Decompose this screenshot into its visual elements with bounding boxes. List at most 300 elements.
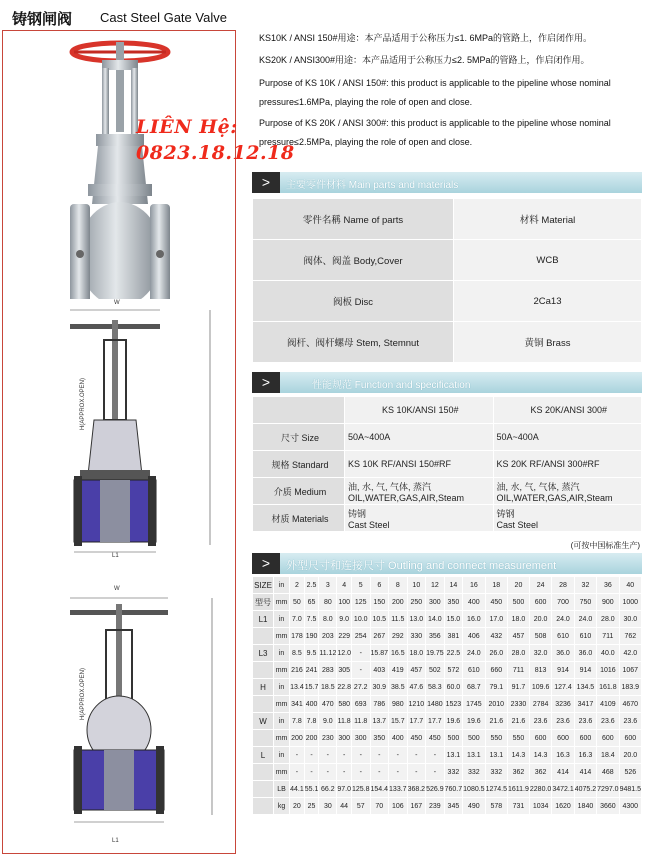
dim-value-cell: -: [370, 747, 389, 764]
dim-unit-cell: mm: [274, 594, 290, 611]
dim-value-cell: 106: [389, 798, 408, 815]
dim-value-cell: 610: [574, 628, 596, 645]
dim-value-cell: 55.1: [304, 781, 319, 798]
dim-value-cell: 900: [597, 594, 619, 611]
dim-value-cell: 1067: [619, 662, 641, 679]
dim-value-cell: 1016: [597, 662, 619, 679]
dim-unit-cell: in: [274, 713, 290, 730]
dim-value-cell: -: [426, 747, 445, 764]
dim-value-cell: 80: [319, 594, 337, 611]
dim-value-cell: 332: [444, 764, 463, 781]
dim-value-cell: 58.3: [426, 679, 445, 696]
dim-value-cell: 450: [426, 730, 445, 747]
table-row: [253, 679, 642, 696]
dim-value-cell: 8.5: [290, 645, 305, 662]
dim-value-cell: 15.87: [370, 645, 389, 662]
section-arrow-icon: >: [252, 372, 280, 393]
dim-value-cell: 241: [304, 662, 319, 679]
dim-value-cell: 490: [463, 798, 485, 815]
dim-value-cell: 419: [389, 662, 408, 679]
table-header-cell: KS 10K/ANSI 150#: [345, 397, 494, 424]
dim-value-cell: 526.9: [426, 781, 445, 798]
dim-value-cell: 40.0: [597, 645, 619, 662]
dim-value-cell: 345: [444, 798, 463, 815]
dim-value-cell: 20: [508, 577, 530, 594]
dim-value-cell: 15.0: [444, 611, 463, 628]
dim-value-cell: 20.0: [619, 747, 641, 764]
dim-value-cell: 26.0: [485, 645, 507, 662]
dim-value-cell: 1745: [463, 696, 485, 713]
l1-dimension-label-2: L1: [112, 838, 119, 844]
dim-group-cell: [253, 696, 274, 713]
dim-value-cell: 600: [619, 730, 641, 747]
dim-value-cell: -: [319, 764, 337, 781]
dim-unit-cell: in: [274, 679, 290, 696]
dim-value-cell: 30.0: [619, 611, 641, 628]
dim-value-cell: 7.8: [290, 713, 305, 730]
purpose-en-20k-1: Purpose of KS 20K / ANSI 300#: this product is applicable to the pipeline whose nominal: [259, 118, 611, 128]
table-header-cell: KS 20K/ANSI 300#: [493, 397, 642, 424]
dim-value-cell: 16.0: [463, 611, 485, 628]
dim-value-cell: 1034: [529, 798, 551, 815]
dim-value-cell: -: [370, 764, 389, 781]
dim-value-cell: 20.0: [529, 611, 551, 628]
dim-value-cell: 283: [319, 662, 337, 679]
dim-value-cell: 500: [444, 730, 463, 747]
table-cell: 铸钢 Cast Steel: [345, 505, 494, 532]
dim-value-cell: 7.0: [290, 611, 305, 628]
dim-value-cell: 66.2: [319, 781, 337, 798]
dim-value-cell: 3236: [552, 696, 574, 713]
table-row: [253, 611, 642, 628]
dim-value-cell: 4670: [619, 696, 641, 713]
dim-value-cell: 32.0: [529, 645, 551, 662]
spec-section-title: 性能规范 Function and specification: [312, 380, 471, 391]
dim-value-cell: 2280.0: [529, 781, 551, 798]
dim-value-cell: 14.0: [426, 611, 445, 628]
h-dimension-label-2: H(APPROX.OPEN): [80, 667, 86, 720]
dim-unit-cell: mm: [274, 628, 290, 645]
dim-value-cell: 250: [407, 594, 426, 611]
dim-unit-cell: LB: [274, 781, 290, 798]
dim-value-cell: 526: [619, 764, 641, 781]
purpose-cn-10k: KS10K / ANSI 150#用途：本产品适用于公称压力≤1. 6MPa的管路上，作启闭作用。: [259, 33, 593, 43]
table-row: [253, 645, 642, 662]
dim-group-cell: [253, 730, 274, 747]
table-header-cell: [253, 397, 345, 424]
table-cell: KS 20K RF/ANSI 300#RF: [493, 451, 642, 478]
dim-group-cell: L1: [253, 611, 274, 628]
dim-value-cell: 17.7: [426, 713, 445, 730]
dim-value-cell: 610: [463, 662, 485, 679]
table-cell: 阀板 Disc: [253, 281, 454, 322]
dim-value-cell: 7297.0: [597, 781, 619, 798]
dim-value-cell: 350: [370, 730, 389, 747]
dim-value-cell: 133.7: [389, 781, 408, 798]
dim-value-cell: 18.0: [508, 611, 530, 628]
dim-value-cell: 230: [319, 730, 337, 747]
watermark-line-2: 0823.18.12.18: [136, 142, 295, 164]
dim-value-cell: 154.4: [370, 781, 389, 798]
dim-value-cell: 600: [529, 730, 551, 747]
valve-photo: [60, 34, 180, 299]
dim-value-cell: 2784: [529, 696, 551, 713]
dim-value-cell: 44.1: [290, 781, 305, 798]
dim-value-cell: 731: [508, 798, 530, 815]
dim-value-cell: 1210: [407, 696, 426, 713]
section-arrow-icon: >: [252, 553, 280, 574]
dim-value-cell: 25: [304, 798, 319, 815]
dim-value-cell: 12: [426, 577, 445, 594]
dim-value-cell: 362: [508, 764, 530, 781]
dim-value-cell: 22.5: [444, 645, 463, 662]
table-header-cell: 零件名稱 Name of parts: [253, 199, 454, 240]
dim-unit-cell: in: [274, 577, 290, 594]
dim-value-cell: 24.0: [463, 645, 485, 662]
table-row: [253, 322, 642, 363]
dim-value-cell: 203: [319, 628, 337, 645]
table-cell: 50A~400A: [493, 424, 642, 451]
dim-value-cell: 457: [508, 628, 530, 645]
dim-value-cell: 4109: [597, 696, 619, 713]
dim-value-cell: -: [351, 764, 370, 781]
dim-unit-cell: mm: [274, 764, 290, 781]
dim-value-cell: 30.9: [370, 679, 389, 696]
dimension-table: [252, 576, 642, 815]
dim-value-cell: -: [389, 747, 408, 764]
dim-value-cell: 7.5: [304, 611, 319, 628]
dim-value-cell: 1611.9: [508, 781, 530, 798]
dim-value-cell: 1840: [574, 798, 596, 815]
dim-value-cell: 36.0: [574, 645, 596, 662]
table-row: [253, 199, 642, 240]
table-cell: 介质 Medium: [253, 478, 345, 505]
dim-value-cell: 8.0: [319, 611, 337, 628]
dim-value-cell: -: [290, 747, 305, 764]
dim-group-cell: SIZE: [253, 577, 274, 594]
dim-group-cell: [253, 628, 274, 645]
table-cell: 阀杆、阀杆螺母 Stem, Stemnut: [253, 322, 454, 363]
dim-value-cell: 17.0: [485, 611, 507, 628]
section-arrow-icon: >: [252, 172, 280, 193]
parts-table: [252, 198, 642, 363]
dim-value-cell: 254: [351, 628, 370, 645]
dim-value-cell: 13.1: [463, 747, 485, 764]
dim-value-cell: -: [389, 764, 408, 781]
dim-value-cell: 468: [597, 764, 619, 781]
dim-value-cell: 3417: [574, 696, 596, 713]
dim-value-cell: 70: [370, 798, 389, 815]
dim-value-cell: 27.2: [351, 679, 370, 696]
dim-unit-cell: mm: [274, 662, 290, 679]
dim-value-cell: 100: [337, 594, 352, 611]
dim-value-cell: -: [407, 764, 426, 781]
dim-value-cell: 578: [485, 798, 507, 815]
parts-section-header: [252, 172, 642, 193]
dim-value-cell: 16.3: [574, 747, 596, 764]
w-dimension-label: W: [114, 300, 120, 306]
dim-value-cell: 14.3: [529, 747, 551, 764]
table-row: [253, 281, 642, 322]
dim-value-cell: 9.0: [337, 611, 352, 628]
table-row: [253, 662, 642, 679]
dim-value-cell: 356: [426, 628, 445, 645]
dim-value-cell: 200: [304, 730, 319, 747]
dim-value-cell: 7.8: [304, 713, 319, 730]
dim-value-cell: 32: [574, 577, 596, 594]
dim-value-cell: 15.7: [304, 679, 319, 696]
dim-value-cell: 23.6: [597, 713, 619, 730]
table-row: [253, 594, 642, 611]
table-row: [253, 424, 642, 451]
dim-value-cell: 3472.1: [552, 781, 574, 798]
purpose-en-20k-2: pressure≤2.5MPa, playing the role of open and close.: [259, 137, 473, 147]
dim-group-cell: [253, 798, 274, 815]
dim-value-cell: 4075.2: [574, 781, 596, 798]
dim-value-cell: 760.7: [444, 781, 463, 798]
watermark-line-1: LIÊN Hệ:: [136, 116, 238, 138]
dim-value-cell: 300: [426, 594, 445, 611]
dim-value-cell: 3660: [597, 798, 619, 815]
dim-value-cell: 341: [290, 696, 305, 713]
dim-value-cell: 1480: [426, 696, 445, 713]
table-row: [253, 397, 642, 424]
dim-value-cell: 502: [426, 662, 445, 679]
dim-value-cell: 600: [529, 594, 551, 611]
dim-value-cell: 50: [290, 594, 305, 611]
dim-value-cell: 23.6: [574, 713, 596, 730]
dim-value-cell: 28.0: [597, 611, 619, 628]
dim-group-cell: W: [253, 713, 274, 730]
dim-value-cell: 914: [552, 662, 574, 679]
dim-value-cell: 368.2: [407, 781, 426, 798]
dim-value-cell: 580: [337, 696, 352, 713]
dim-value-cell: 9.0: [319, 713, 337, 730]
table-cell: 50A~400A: [345, 424, 494, 451]
dim-group-cell: L: [253, 747, 274, 764]
dim-value-cell: 190: [304, 628, 319, 645]
dim-value-cell: 3: [319, 577, 337, 594]
dim-unit-cell: mm: [274, 696, 290, 713]
dim-value-cell: 457: [407, 662, 426, 679]
dim-value-cell: 11.5: [389, 611, 408, 628]
dim-value-cell: -: [319, 747, 337, 764]
dim-value-cell: 24.0: [574, 611, 596, 628]
dim-value-cell: 700: [552, 594, 574, 611]
dim-group-cell: [253, 764, 274, 781]
dim-value-cell: 300: [351, 730, 370, 747]
dim-value-cell: 22.8: [337, 679, 352, 696]
table-cell: 规格 Standard: [253, 451, 345, 478]
dim-value-cell: 362: [529, 764, 551, 781]
table-row: [253, 240, 642, 281]
dim-value-cell: 332: [463, 764, 485, 781]
dim-value-cell: 13.4: [290, 679, 305, 696]
dim-group-cell: L3: [253, 645, 274, 662]
dim-value-cell: 16: [463, 577, 485, 594]
table-cell: KS 10K RF/ANSI 150#RF: [345, 451, 494, 478]
dim-value-cell: 600: [552, 730, 574, 747]
dim-value-cell: 23.6: [552, 713, 574, 730]
dim-value-cell: 550: [485, 730, 507, 747]
dim-value-cell: 68.7: [463, 679, 485, 696]
dim-value-cell: 2010: [485, 696, 507, 713]
l1-dimension-label: L1: [112, 553, 119, 559]
table-row: [253, 747, 642, 764]
dim-value-cell: 18.0: [407, 645, 426, 662]
dim-value-cell: 183.9: [619, 679, 641, 696]
dim-value-cell: 600: [597, 730, 619, 747]
dim-value-cell: 4: [337, 577, 352, 594]
table-row: [253, 730, 642, 747]
purpose-en-10k-1: Purpose of KS 10K / ANSI 150#: this product is applicable to the pipeline whose nominal: [259, 78, 611, 88]
dim-value-cell: 40: [619, 577, 641, 594]
dim-group-cell: [253, 662, 274, 679]
dim-value-cell: 414: [574, 764, 596, 781]
dim-unit-cell: in: [274, 611, 290, 628]
dim-value-cell: 1620: [552, 798, 574, 815]
table-cell: 2Ca13: [454, 281, 642, 322]
dim-value-cell: -: [304, 764, 319, 781]
dim-value-cell: 711: [597, 628, 619, 645]
dim-value-cell: 1080.5: [463, 781, 485, 798]
dim-value-cell: 24: [529, 577, 551, 594]
dim-value-cell: 762: [619, 628, 641, 645]
valve-drawing-top: [60, 300, 230, 560]
dim-value-cell: 10.5: [370, 611, 389, 628]
dim-value-cell: 10: [407, 577, 426, 594]
dim-value-cell: 36.0: [552, 645, 574, 662]
dim-value-cell: 470: [319, 696, 337, 713]
dim-value-cell: 1000: [619, 594, 641, 611]
dim-value-cell: 305: [337, 662, 352, 679]
dim-value-cell: 12.0: [337, 645, 352, 662]
dim-value-cell: 19.6: [463, 713, 485, 730]
dim-value-cell: 18.5: [319, 679, 337, 696]
dim-value-cell: 980: [389, 696, 408, 713]
dim-value-cell: 216: [290, 662, 305, 679]
dim-value-cell: 13.0: [407, 611, 426, 628]
dim-value-cell: 2330: [508, 696, 530, 713]
dim-value-cell: 21.6: [508, 713, 530, 730]
dim-value-cell: -: [351, 747, 370, 764]
title-english: Cast Steel Gate Valve: [100, 10, 227, 25]
purpose-cn-20k: KS20K / ANSI300#用途：本产品适用于公称压力≤2. 5MPa的管路上，作启闭作用。: [259, 55, 590, 65]
dim-value-cell: 127.4: [552, 679, 574, 696]
dim-value-cell: 57: [351, 798, 370, 815]
dim-value-cell: 400: [304, 696, 319, 713]
china-standard-note: (可按中国标准生产): [570, 541, 640, 550]
dim-value-cell: 13.7: [370, 713, 389, 730]
table-cell: 阀体、阀盖 Body,Cover: [253, 240, 454, 281]
dim-value-cell: -: [290, 764, 305, 781]
dim-value-cell: 8: [389, 577, 408, 594]
table-cell: 油, 水, 气, 气体, 蒸汽 OIL,WATER,GAS,AIR,Steam: [345, 478, 494, 505]
dim-value-cell: 20: [290, 798, 305, 815]
dim-value-cell: 400: [463, 594, 485, 611]
dim-value-cell: 381: [444, 628, 463, 645]
dim-value-cell: 65: [304, 594, 319, 611]
dim-value-cell: 18.4: [597, 747, 619, 764]
dim-value-cell: 161.8: [597, 679, 619, 696]
dim-value-cell: 9.5: [304, 645, 319, 662]
dim-value-cell: 229: [337, 628, 352, 645]
dim-value-cell: 28.0: [508, 645, 530, 662]
table-row: [253, 798, 642, 815]
dim-value-cell: 134.5: [574, 679, 596, 696]
w-dimension-label-2: W: [114, 586, 120, 592]
dim-value-cell: 109.6: [529, 679, 551, 696]
dim-value-cell: 18: [485, 577, 507, 594]
dim-value-cell: 711: [508, 662, 530, 679]
dim-value-cell: 60.0: [444, 679, 463, 696]
dim-value-cell: 403: [370, 662, 389, 679]
dim-value-cell: 500: [463, 730, 485, 747]
dim-value-cell: 610: [552, 628, 574, 645]
dim-value-cell: 14: [444, 577, 463, 594]
table-cell: 油, 水, 气, 气体, 蒸汽 OIL,WATER,GAS,AIR,Steam: [493, 478, 642, 505]
dim-value-cell: 1523: [444, 696, 463, 713]
dim-value-cell: 47.6: [407, 679, 426, 696]
dim-value-cell: 406: [463, 628, 485, 645]
dim-value-cell: 450: [407, 730, 426, 747]
dim-value-cell: 150: [370, 594, 389, 611]
dim-value-cell: 200: [389, 594, 408, 611]
dim-value-cell: 9481.5: [619, 781, 641, 798]
dim-value-cell: 786: [370, 696, 389, 713]
dim-value-cell: -: [351, 645, 370, 662]
dim-group-cell: [253, 781, 274, 798]
dim-value-cell: 267: [370, 628, 389, 645]
table-header-cell: 材料 Material: [454, 199, 642, 240]
dim-value-cell: 11.8: [337, 713, 352, 730]
dim-value-cell: 332: [485, 764, 507, 781]
dim-unit-cell: kg: [274, 798, 290, 815]
dims-section-title: 外型尺寸和连接尺寸 Outling and connect measurement: [286, 560, 557, 572]
table-row: [253, 764, 642, 781]
dim-value-cell: 19.6: [444, 713, 463, 730]
dim-value-cell: 813: [529, 662, 551, 679]
dim-value-cell: -: [304, 747, 319, 764]
dim-value-cell: 13.1: [444, 747, 463, 764]
dim-value-cell: 21.6: [485, 713, 507, 730]
dim-value-cell: 17.7: [407, 713, 426, 730]
dim-value-cell: 500: [508, 594, 530, 611]
table-row: [253, 781, 642, 798]
dim-unit-cell: mm: [274, 730, 290, 747]
dim-value-cell: 914: [574, 662, 596, 679]
table-cell: 铸钢 Cast Steel: [493, 505, 642, 532]
dim-value-cell: 550: [508, 730, 530, 747]
dim-value-cell: 44: [337, 798, 352, 815]
dim-value-cell: 23.6: [529, 713, 551, 730]
dim-value-cell: 660: [485, 662, 507, 679]
table-row: [253, 696, 642, 713]
dim-value-cell: 11.8: [351, 713, 370, 730]
dim-value-cell: 10.0: [351, 611, 370, 628]
dim-value-cell: 300: [337, 730, 352, 747]
dim-value-cell: 750: [574, 594, 596, 611]
dim-value-cell: -: [426, 764, 445, 781]
dim-value-cell: 2.5: [304, 577, 319, 594]
dim-value-cell: 42.0: [619, 645, 641, 662]
purpose-en-10k-2: pressure≤1.6MPa, playing the role of open and close.: [259, 97, 473, 107]
table-row: [253, 451, 642, 478]
dim-value-cell: 350: [444, 594, 463, 611]
dim-value-cell: 14.3: [508, 747, 530, 764]
dim-unit-cell: in: [274, 645, 290, 662]
dim-value-cell: 508: [529, 628, 551, 645]
